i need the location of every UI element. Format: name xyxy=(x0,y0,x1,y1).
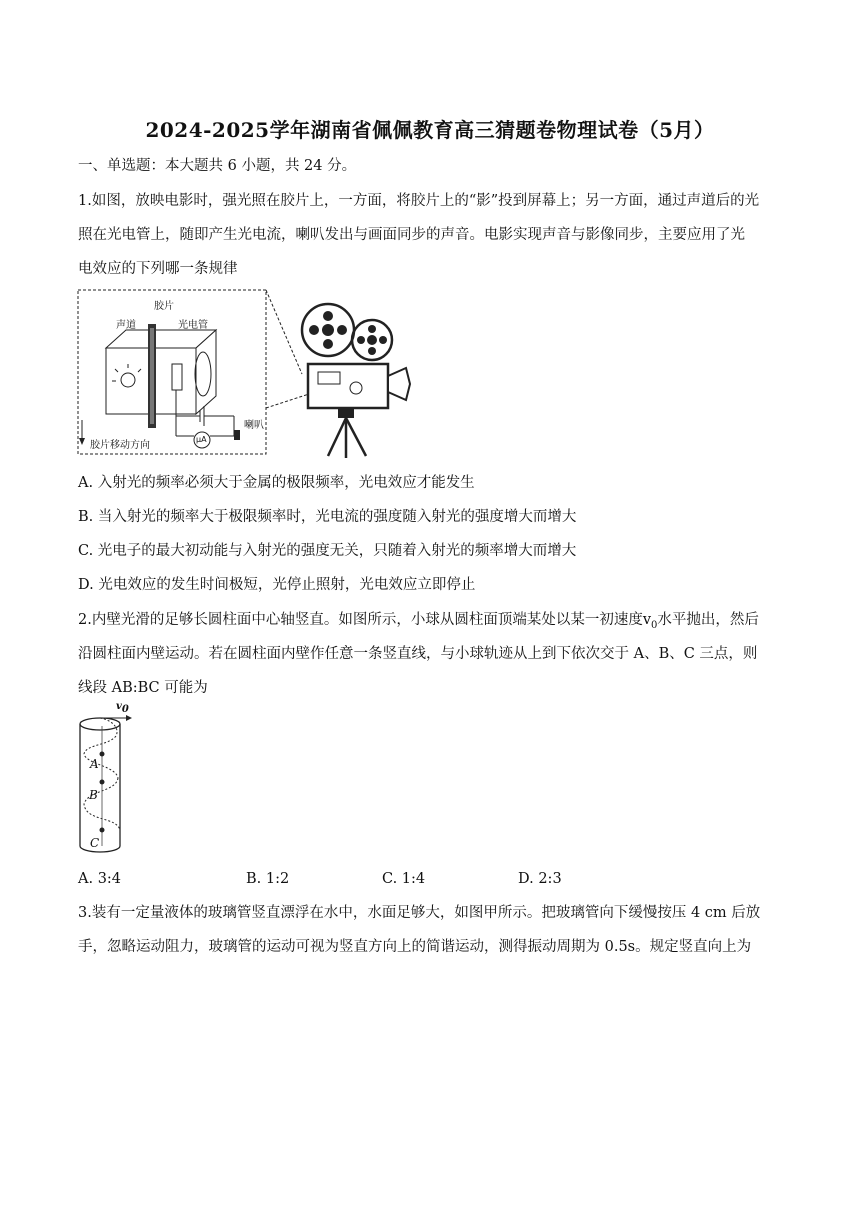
q2-stem-line-3: 线段 AB:BC 可能为 xyxy=(78,680,208,696)
q2-figure-label-v0: $v_0$ xyxy=(116,701,129,715)
page-title: 2024-2025学年湖南省佩佩教育高三猜题卷物理试卷（5月） xyxy=(145,118,715,142)
q2-option-a: A. 3:4 xyxy=(78,871,122,887)
q1-option-b: B. 当入射光的频率大于极限频率时，光电流的强度随入射光的强度增大而增大 xyxy=(78,509,577,525)
q1-option-d: D. 光电效应的发生时间极短，光停止照射，光电效应立即停止 xyxy=(78,577,476,593)
q3-stem-line-1: 3.装有一定量液体的玻璃管竖直漂浮在水中，水面足够大，如图甲所示。把玻璃管向下缓慢按压 4 cm 后放 xyxy=(78,905,761,921)
q2-figure-cylinder xyxy=(76,706,138,858)
q1-stem-line-1: 1.如图，放映电影时，强光照在胶片上，一方面，将胶片上的“影”投到屏幕上；另一方面，通过声道后的光 xyxy=(78,193,760,209)
section-heading: 一、单选题：本大题共 6 小题，共 24 分。 xyxy=(78,158,357,174)
q1-option-c: C. 光电子的最大初动能与入射光的强度无关，只随着入射光的频率增大而增大 xyxy=(78,543,577,559)
figure-label-speaker: 喇叭 xyxy=(244,420,264,431)
q2-stem-line-2: 沿圆柱面内壁运动。若在圆柱面内壁作任意一条竖直线，与小球轨迹从上到下依次交于 A、B、C 三点，则 xyxy=(78,646,758,662)
q3-stem-line-2: 手，忽略运动阻力，玻璃管的运动可视为竖直方向上的简谐运动，测得振动周期为 0.5s。规定竖直向上为 xyxy=(78,939,752,955)
q2-stem-line-1: 2.内壁光滑的足够长圆柱面中心轴竖直。如图所示，小球从圆柱面顶端某处以某一初速度$v_0$水平抛出，然后 xyxy=(78,612,759,631)
q2-option-d: D. 2:3 xyxy=(518,871,562,887)
q2-option-b: B. 1:2 xyxy=(246,871,290,887)
figure-label-meter: μA xyxy=(196,435,207,444)
q1-stem-line-2: 照在光电管上，随即产生光电流，喇叭发出与画面同步的声音。电影实现声音与影像同步，主要应用了光 xyxy=(78,227,745,243)
q2-figure-label-a: A xyxy=(90,757,99,771)
figure-label-track: 声道 xyxy=(116,320,136,331)
q1-option-a: A. 入射光的频率必须大于金属的极限频率，光电效应才能发生 xyxy=(78,475,475,491)
q2-figure-label-c: C xyxy=(90,836,100,850)
q2-option-c: C. 1:4 xyxy=(382,871,426,887)
figure-label-phototube: 光电管 xyxy=(178,320,208,331)
figure-label-direction: 胶片移动方向 xyxy=(90,440,150,451)
q1-stem-line-3: 电效应的下列哪一条规律 xyxy=(78,261,238,277)
q2-figure-label-b: B xyxy=(89,788,98,802)
figure-label-film: 胶片 xyxy=(154,301,174,312)
